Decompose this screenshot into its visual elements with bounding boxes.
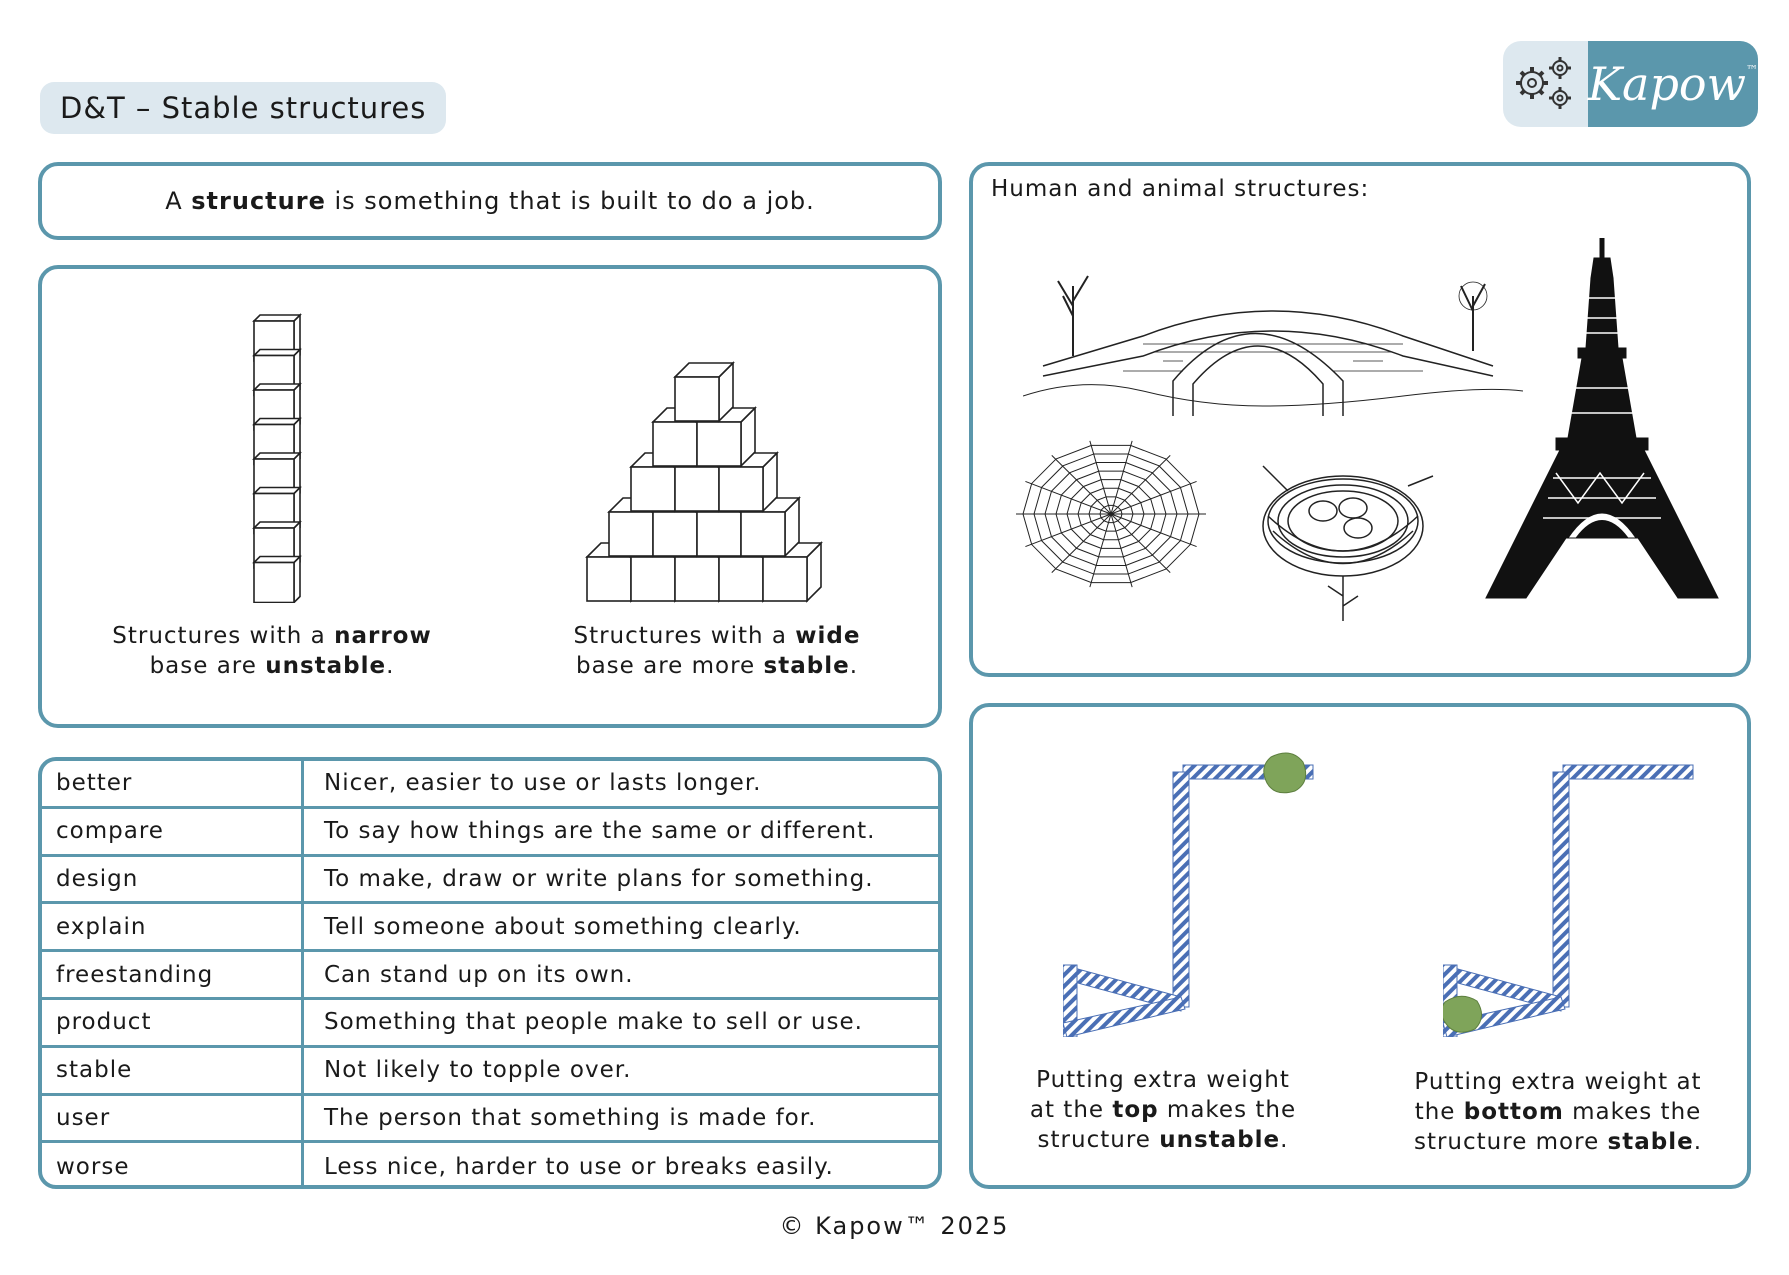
pyramid-illustration xyxy=(585,343,845,603)
definition-text-1: A xyxy=(165,187,192,215)
caption-text: Structures with a xyxy=(112,623,335,649)
bridge-illustration xyxy=(1023,246,1523,416)
vocabulary-row xyxy=(42,857,938,905)
vocabulary-definition: Not likely to topple over. xyxy=(324,1057,632,1084)
narrow-base-caption xyxy=(102,621,442,681)
caption-text: Structures with a xyxy=(573,623,796,649)
vocabulary-definition: The person that something is made for. xyxy=(324,1104,817,1131)
logo-text: Kapow xyxy=(1587,57,1746,111)
caption-text: makes the xyxy=(1158,1097,1297,1123)
caption-bold: unstable xyxy=(265,653,387,679)
bottom-weight-caption xyxy=(1393,1067,1723,1157)
vocabulary-definition: To make, draw or write plans for something. xyxy=(324,865,874,892)
caption-bold: bottom xyxy=(1463,1099,1564,1125)
vocabulary-term: worse xyxy=(42,1143,304,1189)
copyright-footer: © Kapow™ 2025 xyxy=(779,1212,1010,1240)
vocabulary-row xyxy=(42,904,938,952)
caption-text: at the xyxy=(1029,1097,1113,1123)
vocabulary-table xyxy=(38,757,942,1189)
vocabulary-term: compare xyxy=(42,809,304,854)
vocabulary-row xyxy=(42,1096,938,1144)
weight-placement-panel xyxy=(969,703,1751,1189)
vocabulary-row xyxy=(42,1048,938,1096)
vocabulary-definition: Can stand up on its own. xyxy=(324,961,634,988)
vocabulary-term: freestanding xyxy=(42,952,304,997)
vocabulary-term: better xyxy=(42,761,304,806)
caption-text: structure more xyxy=(1413,1129,1608,1155)
vocabulary-term: design xyxy=(42,857,304,902)
top-weight-caption xyxy=(1013,1065,1313,1155)
caption-bold: stable xyxy=(1607,1129,1694,1155)
page-title xyxy=(40,82,446,134)
human-animal-structures-panel xyxy=(969,162,1751,677)
definition-text-2: is something that is built to do a job. xyxy=(325,187,815,215)
spider-web-illustration xyxy=(1011,434,1211,594)
narrow-tower-illustration xyxy=(252,313,312,603)
structure-definition xyxy=(38,162,942,240)
caption-bold: top xyxy=(1112,1097,1159,1123)
gears-icon xyxy=(1510,53,1580,115)
caption-text: . xyxy=(1693,1129,1703,1155)
caption-text: . xyxy=(1280,1127,1289,1153)
trademark-mark: ™ xyxy=(1746,63,1758,77)
caption-bold: stable xyxy=(763,653,850,679)
weight-blob xyxy=(1264,753,1306,793)
human-structures-title: Human and animal structures: xyxy=(991,176,1370,202)
bird-nest-illustration xyxy=(1248,436,1438,626)
vocabulary-term: stable xyxy=(42,1048,304,1093)
caption-bold: wide xyxy=(795,623,861,649)
caption-text: Putting extra weight xyxy=(1036,1067,1290,1093)
vocabulary-term: explain xyxy=(42,904,304,949)
vocabulary-row xyxy=(42,952,938,1000)
vocabulary-row xyxy=(42,761,938,809)
definition-keyword: structure xyxy=(191,187,326,215)
caption-text: base are xyxy=(149,653,266,679)
kapow-logo xyxy=(1503,41,1758,127)
caption-text: base are more xyxy=(575,653,764,679)
base-comparison-panel xyxy=(38,265,942,728)
vocabulary-term: product xyxy=(42,1000,304,1045)
vocabulary-definition: Nicer, easier to use or lasts longer. xyxy=(324,770,762,797)
vocabulary-definition: Something that people make to sell or use. xyxy=(324,1009,863,1036)
logo-icon-panel xyxy=(1503,41,1588,127)
caption-text: . xyxy=(386,653,395,679)
caption-bold: narrow xyxy=(334,623,432,649)
logo-wordmark xyxy=(1588,41,1758,127)
caption-text: Putting extra weight at xyxy=(1414,1069,1702,1095)
vocabulary-definition: Less nice, harder to use or breaks easily. xyxy=(324,1154,834,1181)
eiffel-tower-illustration xyxy=(1478,238,1728,608)
caption-text: structure xyxy=(1037,1127,1160,1153)
vocabulary-row xyxy=(42,1143,938,1189)
wide-base-caption xyxy=(547,621,887,681)
caption-bold: unstable xyxy=(1159,1127,1281,1153)
vocabulary-row xyxy=(42,809,938,857)
weight-blob xyxy=(1443,996,1482,1032)
straw-structure-bottom-weight xyxy=(1443,747,1713,1037)
caption-text: makes the xyxy=(1563,1099,1702,1125)
caption-text: . xyxy=(849,653,858,679)
straw-structure-top-weight xyxy=(1063,747,1333,1037)
vocabulary-definition: To say how things are the same or different. xyxy=(324,818,876,845)
vocabulary-definition: Tell someone about something clearly. xyxy=(324,913,802,940)
page-title-text: D&T – Stable structures xyxy=(60,91,427,125)
caption-text: the xyxy=(1414,1099,1464,1125)
vocabulary-term: user xyxy=(42,1096,304,1141)
vocabulary-row xyxy=(42,1000,938,1048)
